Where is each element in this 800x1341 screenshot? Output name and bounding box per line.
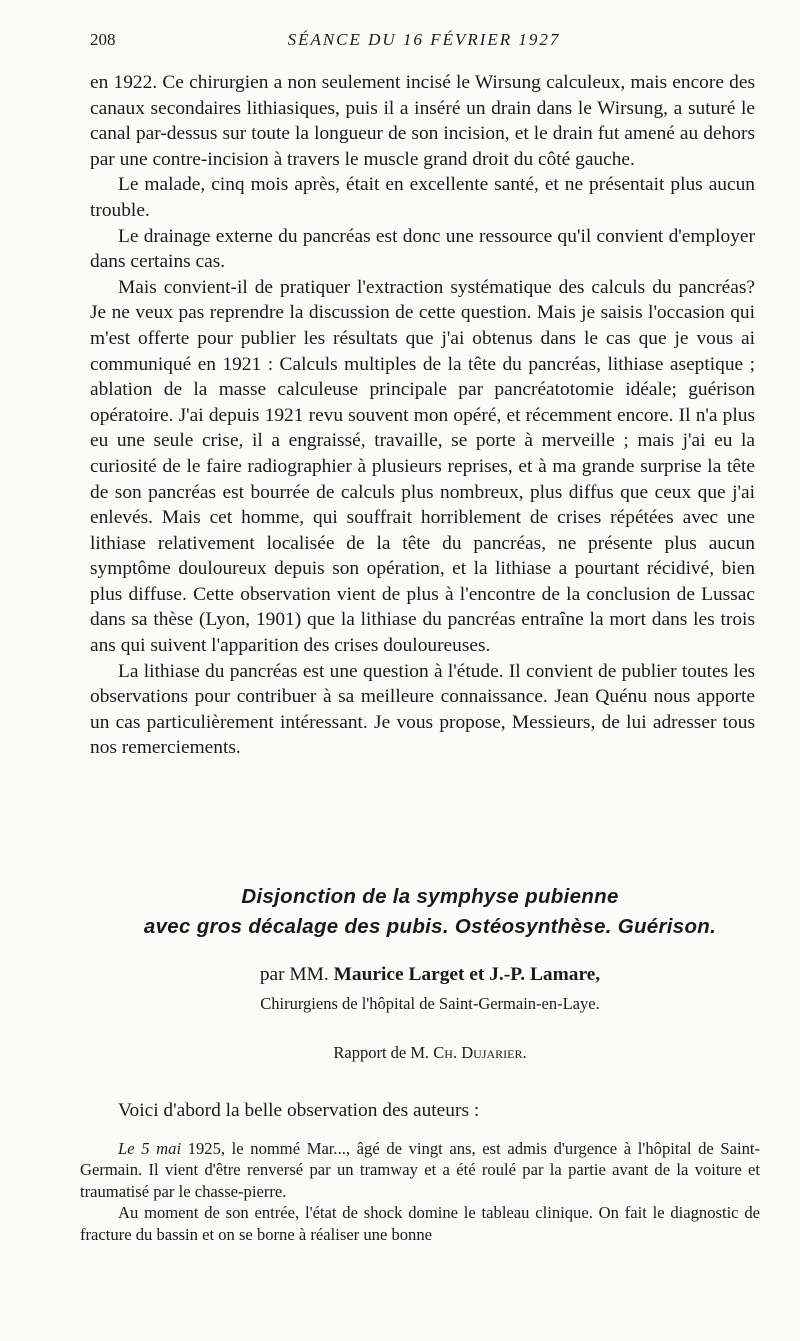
- running-title: SÉANCE DU 16 FÉVRIER 1927: [287, 30, 561, 49]
- observation-intro: Voici d'abord la belle observation des auteurs :: [118, 1100, 480, 1121]
- paragraph: Le drainage externe du pancréas est donc une ressource qu'il convient d'employer dans certains cas.: [90, 225, 755, 273]
- observation-text-run: 1925, le nommé Mar..., âgé de vingt ans, est admis d'urgence à l'hôpital de Saint-Germain. Il vient d'être renversé par un tramway et a été roulé par la partie avant de la voiture et traumatisé par le chasse-pierre.: [80, 1139, 761, 1201]
- observation-paragraph: [80, 1138, 760, 1202]
- article-title-line: Disjonction de la symphyse pubienne: [241, 885, 619, 908]
- article-title-line: avec gros décalage des pubis. Ostéosynthèse. Guérison.: [143, 915, 717, 938]
- observation-date: Le 5 mai: [118, 1139, 182, 1158]
- rapport-name: Ch. Dujarier.: [433, 1043, 527, 1062]
- affiliation: Chirurgiens de l'hôpital de Saint-Germain-en-Laye.: [260, 994, 600, 1013]
- observation-text: [80, 1138, 760, 1245]
- authors-names: Maurice Larget et J.-P. Lamare,: [333, 964, 601, 985]
- report-body: [90, 70, 755, 761]
- observation-paragraph: Au moment de son entrée, l'état de shock domine le tableau clinique. On fait le diagnostic de fracture du bassin et on se borne à réaliser une bonne: [80, 1203, 760, 1244]
- article-title: [90, 882, 770, 942]
- authors: [90, 962, 770, 988]
- paragraph: Le malade, cinq mois après, était en excellente santé, et ne présentait plus aucun trouble.: [90, 174, 755, 221]
- paragraph: Mais convient-il de pratiquer l'extraction systématique des calculs du pancréas? Je ne veux pas reprendre la discussion de cette question. Mais je saisis l'occasion qui m'est offerte pour publier les résultats que j'ai obtenus dans le cas que je vous ai communiqué en 1921 : Calculs multiples de la tête du pancréas, lithiase aseptique ; ablation de la masse calculeuse principale par pancréatotomie idéale; guérison opératoire. J'ai depuis 1921 revu souvent mon opéré, et récemment encore. Il n'a plus eu une seule crise, il a engraissé, travaille, se porte à merveille ; mais j'ai eu la curiosité de le faire radiographier à plusieurs reprises, et à ma grande surprise la tête de son pancréas est bourrée de calculs plus nombreux, plus diffus que ceux que j'ai enlevés. Mais cet homme, qui souffrait horriblement de crises répétées avec une lithiase relativement localisée de la tête du pancréas, ne présente plus aucun symptôme douloureux depuis son opération, et la lithiase a pourtant récidivé, bien plus diffuse. Cette observation vient de plus à l'encontre de la conclusion de Lussac dans sa thèse (Lyon, 1901) que la lithiase du pancréas entraîne la mort dans les trois ans qui suivent l'apparition des crises douloureuses.: [90, 276, 755, 657]
- rapport-prefix: Rapport de M.: [333, 1043, 430, 1062]
- paragraph: La lithiase du pancréas est une question à l'étude. Il convient de publier toutes les observations pour contribuer à sa meilleure connaissance. Jean Quénu nous apporte un cas particulièrement intéressant. Je vous propose, Messieurs, de lui adresser tous nos remerciements.: [90, 660, 755, 759]
- running-head: [90, 30, 758, 54]
- page-number: 208: [90, 30, 116, 49]
- rapport-line: [90, 1042, 770, 1064]
- authors-prefix: par MM.: [259, 964, 329, 985]
- paragraph: en 1922. Ce chirurgien a non seulement incisé le Wirsung calculeux, mais encore des canaux secondaires lithiasiques, puis il a inséré un drain dans le Wirsung, a suturé le canal par-dessus sur toute la longueur de son incision, et le drain fut amené au dehors par une contre-incision à travers le muscle grand droit du côté gauche.: [90, 72, 755, 170]
